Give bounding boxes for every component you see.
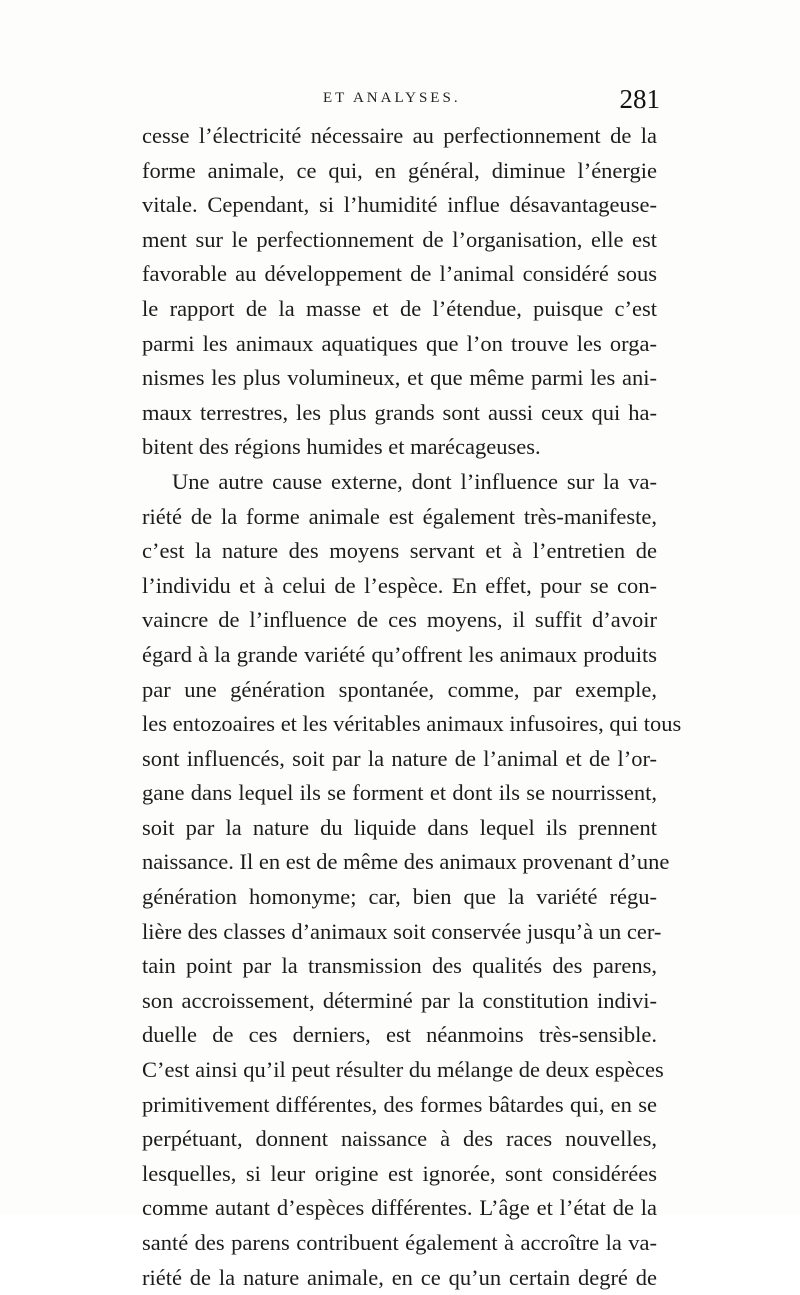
text-line: favorable au développement de l’animal considéré sous: [142, 261, 657, 287]
text-line: égard à la grande variété qu’offrent les animaux produits: [142, 641, 657, 667]
text-line: gane dans lequel ils se forment et dont ils se nourrissent,: [142, 780, 657, 806]
text-line: les entozoaires et les véritables animaux infusoires, qui tous: [142, 711, 682, 737]
text-line: vitale. Cependant, si l’humidité influe désavantageuse-: [142, 192, 657, 218]
text-line: soit par la nature du liquide dans lequel ils prennent: [142, 814, 657, 840]
text-line: forme animale, ce qui, en général, diminue l’énergie: [142, 157, 657, 183]
text-line: cesse l’électricité nécessaire au perfectionnement de la: [142, 123, 657, 148]
running-title: ET ANALYSES.: [323, 90, 461, 106]
text-line: duelle de ces derniers, est néanmoins très-sensible.: [142, 1022, 657, 1048]
page-number: 281: [619, 84, 660, 114]
text-line: tain point par la transmission des qualités des parens,: [142, 953, 657, 979]
text-line: primitivement différentes, des formes bâtardes qui, en se: [142, 1091, 657, 1117]
text-line: comme autant d’espèces différentes. L’âge et l’état de la: [142, 1195, 657, 1221]
text-line: nismes les plus volumineux, et que même parmi les ani-: [142, 365, 657, 391]
text-line: son accroissement, déterminé par la constitution indivi-: [142, 987, 657, 1013]
text-line: C’est ainsi qu’il peut résulter du mélange de deux espèces: [142, 1057, 664, 1083]
text-line: sont influencés, soit par la nature de l’animal et de l’or-: [142, 745, 657, 771]
text-line: santé des parens contribuent également à accroître la va-: [142, 1230, 657, 1255]
text-line: parmi les animaux aquatiques que l’on trouve les orga-: [142, 330, 657, 356]
text-line: le rapport de la masse et de l’étendue, puisque c’est: [142, 295, 657, 321]
text-line: riété de la forme animale est également très-manifeste,: [142, 503, 657, 529]
text-line: maux terrestres, les plus grands sont aussi ceux qui ha-: [142, 399, 657, 425]
body-text: [142, 119, 682, 1295]
text-line: bitent des régions humides et marécageuses.: [142, 434, 541, 460]
text-line: par une génération spontanée, comme, par exemple,: [142, 676, 657, 702]
text-line: lière des classes d’animaux soit conservée jusqu’à un cer-: [142, 918, 662, 944]
text-line: Une autre cause externe, dont l’influence sur la va-: [172, 468, 657, 494]
text-line: c’est la nature des moyens servant et à l’entretien de: [142, 538, 657, 564]
running-head: [145, 84, 660, 118]
text-line: lesquelles, si leur origine est ignorée, sont considérées: [142, 1160, 657, 1186]
text-line: l’individu et à celui de l’espèce. En effet, pour se con-: [142, 572, 657, 598]
text-line: vaincre de l’influence de ces moyens, il suffit d’avoir: [142, 607, 657, 633]
text-line: perpétuant, donnent naissance à des races nouvelles,: [142, 1126, 657, 1152]
text-line: naissance. Il en est de même des animaux provenant d’une: [142, 849, 670, 875]
text-line: riété de la nature animale, en ce qu’un certain degré de: [142, 1264, 657, 1290]
text-line: génération homonyme; car, bien que la variété régu-: [142, 884, 657, 910]
text-line: ment sur le perfectionnement de l’organisation, elle est: [142, 226, 657, 252]
